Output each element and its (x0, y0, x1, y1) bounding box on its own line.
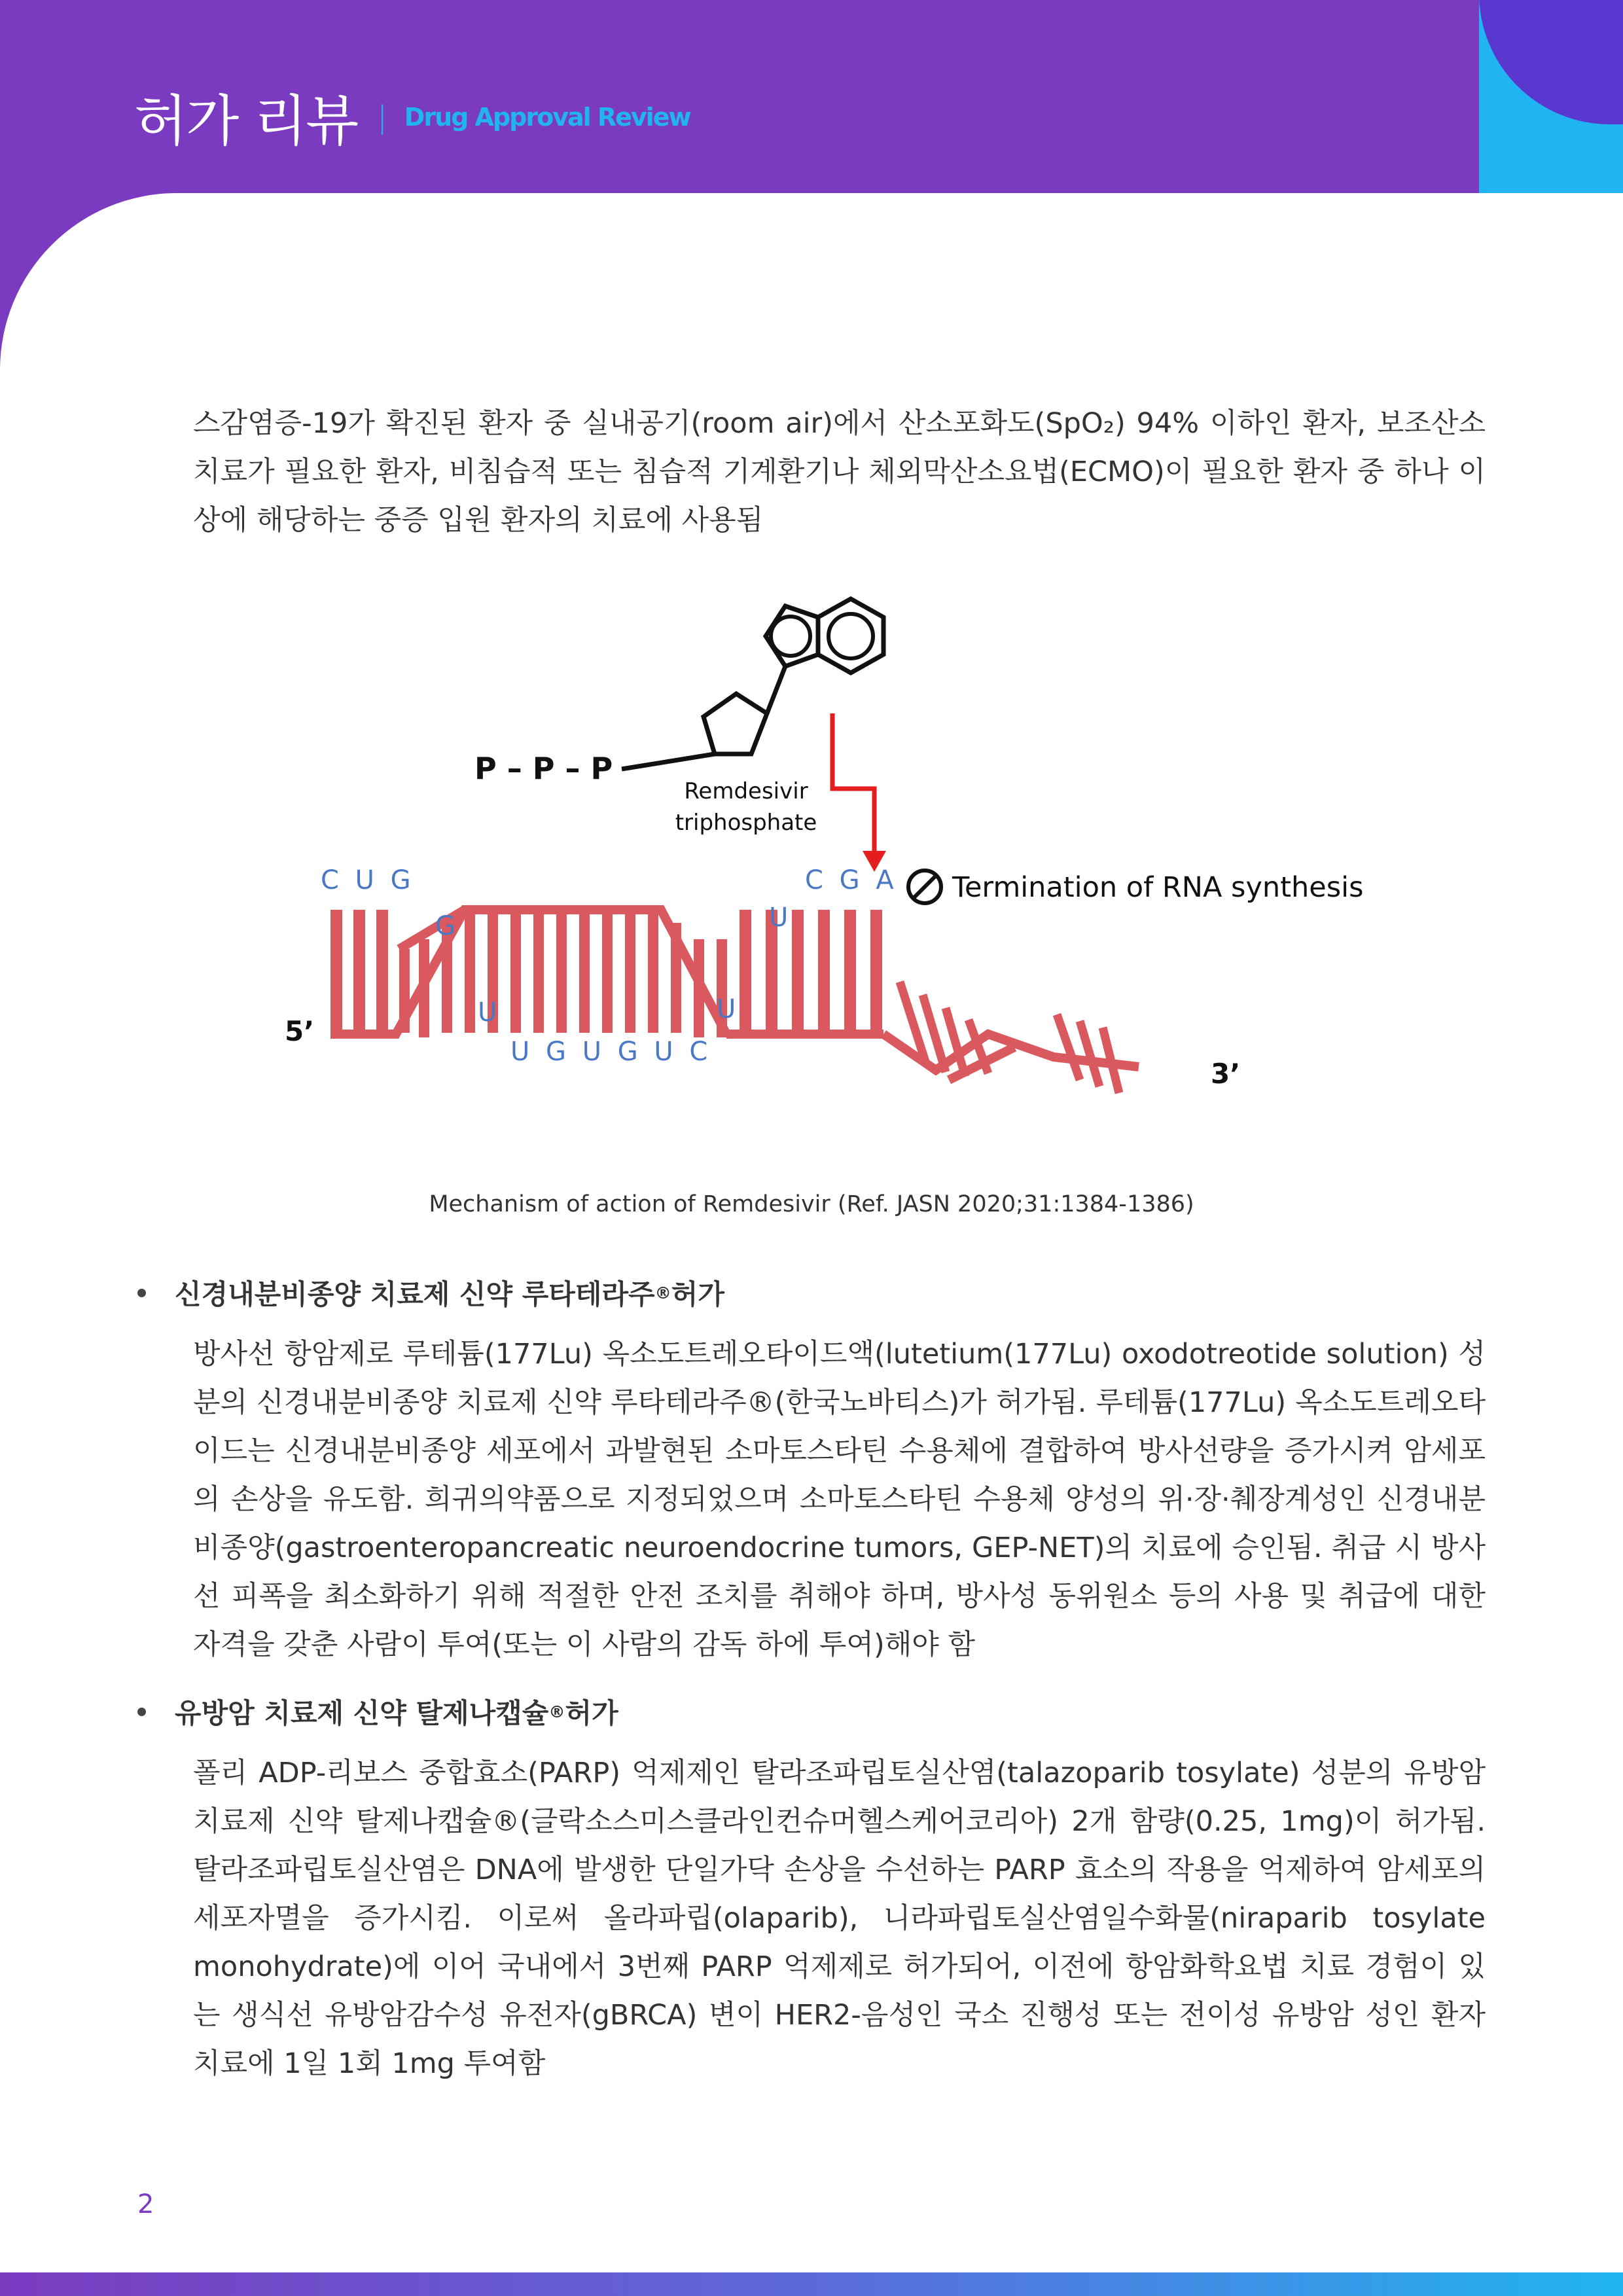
backbone-top-left (330, 910, 726, 1034)
strand-rung (533, 910, 544, 1033)
strand-rung (602, 910, 613, 1033)
remdesivir-mechanism-diagram (268, 583, 1381, 1126)
termination-label: Termination of RNA synthesis (952, 871, 1364, 904)
header-title-english: Drug Approval Review (404, 102, 690, 132)
benzene-inner-circle (829, 614, 873, 658)
ppp-label: P – P – P (474, 751, 613, 786)
drug-label-line1: Remdesivir (684, 778, 808, 804)
strand-rung (376, 910, 388, 1034)
bases-top-left: C U G (321, 865, 415, 895)
bullet-dot (137, 1708, 146, 1716)
bullet-dot (137, 1289, 146, 1297)
strand-rung (330, 910, 342, 1034)
header-title-korean: 허가 리뷰 (134, 89, 358, 153)
section-heading-text: 유방암 치료제 신약 탈제나캡슐 (175, 1697, 549, 1729)
base-u-right: U (769, 903, 789, 933)
no-entry-icon-slash (913, 875, 936, 899)
fused-ring-inner-circle (771, 617, 810, 656)
intro-paragraph: 스감염증-19가 확진된 환자 중 실내공기(room air)에서 산소포화도(SpO₂) 94% 이하인 환자, 보조산소 치료가 필요한 환자, 비침습적 또는 침습적 기계환기나 체외막산소요법(ECMO)이 필요한 환자 중 하나 이상에 해당하는 중증 입원 환자의 치료에 사용됨 (193, 407, 1486, 537)
base-g: G (435, 911, 455, 941)
registered-mark: ® (654, 1283, 671, 1302)
five-prime-label: 5’ (285, 1015, 315, 1047)
section-body-talzenna: 폴리 ADP-리보스 중합효소(PARP) 억제제인 탈라조파립토실산염(talazoparib tosylate) 성분의 유방암 치료제 신약 탈제나캡슐®(글락소스미스클라인컨슈머헬스케어코리아) 2개 함량(0.25, 1mg)이 허가됨. 탈라조파립토실산염은 DNA에 발생한 단일가닥 손상을 수선하는 PARP 효소의 작용을 억제하여 암세포의 세포자멸을 증가시킴. 이로써 올라파립(olaparib), 니라파립토실산염일수화물(niraparib tosylate monohydrate)에 이어 국내에서 3번째 PARP 억제제로 허가되어, 이전에 항암화학요법 치료 경험이 있는 생식선 유방암감수성 유전자(gBRCA) 변이 HER2-음성인 국소 진행성 또는 전이성 유방암 성인 환자 치료에 1일 1회 1mg 투여함 (193, 1757, 1486, 2080)
strand-rung (465, 910, 475, 1033)
strand-rung (818, 910, 830, 1034)
rna-strand (330, 910, 882, 1037)
base-u-low-left: U (478, 997, 497, 1028)
strand-rung (740, 910, 751, 1034)
header-separator: | (377, 99, 387, 135)
header-brand (134, 77, 690, 156)
section-body-lutathera: 방사선 항암제로 루테튬(177Lu) 옥소도트레오타이드액(lutetium(177Lu) oxodotreotide solution) 성분의 신경내분비종양 치료제 신약 루타테라주®(한국노바티스)가 허가됨. 루테튬(177Lu) 옥소도트레오타이드는 신경내분비종양 세포에서 과발현된 소마토스타틴 수용체에 결합하여 방사선량을 증가시켜 암세포의 손상을 유도함. 희귀의약품으로 지정되었으며 소마토스타틴 수용체 양성의 위·장·췌장계성인 신경내분비종양(gastroenteropancreatic neuroendocrine tumors, GEP-NET)의 치료에 승인됨. 취급 시 방사선 피폭을 최소화하기 위해 적절한 안전 조치를 취해야 하며, 방사성 동위원소 등의 사용 및 취급에 대한 자격을 갖춘 사람이 투여(또는 이 사람의 감독 하에 투여)해야 함 (193, 1338, 1486, 1661)
strand-rung (648, 910, 658, 1033)
strand-rung (870, 910, 882, 1034)
strand-rung (510, 910, 521, 1033)
strand-rung (579, 910, 590, 1033)
figure-caption: Mechanism of action of Remdesivir (Ref. JASN 2020;31:1384-1386) (429, 1191, 1194, 1217)
base-u-low-right: U (717, 994, 736, 1024)
registered-mark: ® (548, 1702, 565, 1721)
drug-label-line2: triphosphate (675, 810, 817, 836)
bases-top-right: C G A (805, 865, 898, 895)
three-prime-label: 3’ (1211, 1058, 1241, 1090)
strand-rung (625, 910, 635, 1033)
phosphate-bond (622, 754, 715, 769)
strand-rung (792, 910, 804, 1034)
red-arrow-line (832, 713, 874, 854)
strand-rung (844, 910, 856, 1034)
bases-bottom: U G U G U C (510, 1037, 712, 1067)
page-number: 2 (137, 2189, 154, 2219)
ring-bond (767, 666, 785, 713)
section-heading-suffix: 허가 (671, 1278, 724, 1310)
section-heading-talzenna (137, 1692, 618, 1731)
section-heading-suffix: 허가 (565, 1697, 618, 1729)
strand-rung (353, 910, 365, 1034)
cyclopentane-ring (704, 694, 767, 754)
mechanism-figure (268, 583, 1381, 1126)
strand-rung (556, 910, 567, 1033)
footer-gradient-bar (0, 2272, 1623, 2296)
section-heading-text: 신경내분비종양 치료제 신약 루타테라주 (175, 1278, 655, 1310)
section-heading-lutathera (137, 1273, 724, 1312)
